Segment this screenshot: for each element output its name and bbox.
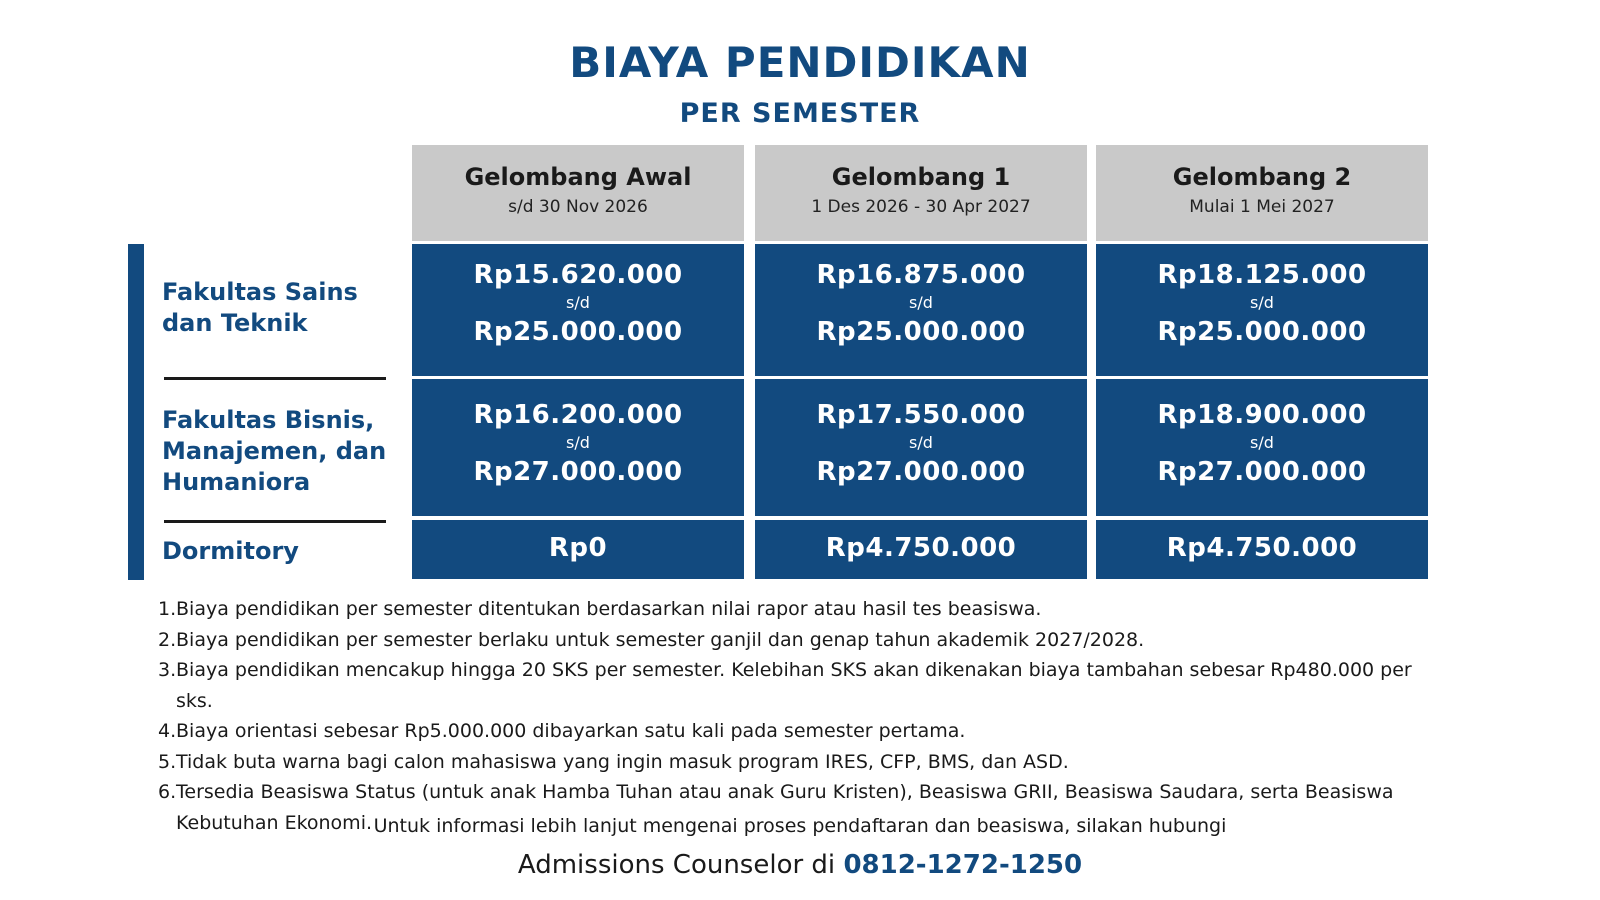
wave-period: 1 Des 2026 - 30 Apr 2027 <box>811 197 1031 217</box>
note-number: 4. <box>158 720 177 742</box>
row-label-line: Manajemen, dan <box>162 437 387 465</box>
price-from: Rp18.125.000 <box>1157 260 1367 290</box>
wave-header-2 <box>1096 145 1428 241</box>
price-value: Rp4.750.000 <box>1166 533 1358 563</box>
price-separator: s/d <box>566 433 590 452</box>
note-number: 1. <box>158 598 177 620</box>
price-cell-sains-g1 <box>755 244 1087 376</box>
note-number: 2. <box>158 628 177 651</box>
note-item <box>158 655 1438 716</box>
price-value: Rp0 <box>548 533 608 563</box>
counselor-label: Admissions Counselor di <box>517 850 844 880</box>
row-label-line: Humaniora <box>162 468 311 496</box>
note-text: Tersedia Beasiswa Status (untuk anak Hamba Tuhan atau anak Guru Kristen), Beasiswa GRII, Beasiswa Saudara, serta Beasiswa Kebutuhan Ekonomi. <box>176 781 1394 834</box>
price-cell-sains-g2 <box>1096 244 1428 376</box>
note-text: Tidak buta warna bagi calon mahasiswa yang ingin masuk program IRES, CFP, BMS, dan ASD. <box>176 750 1069 773</box>
price-separator: s/d <box>1250 433 1274 452</box>
row-divider <box>164 377 386 380</box>
note-number: 3. <box>158 659 177 681</box>
row-label-line: Fakultas Sains <box>162 278 358 306</box>
price-from: Rp16.875.000 <box>816 260 1026 290</box>
wave-name: Gelombang 1 <box>831 163 1011 191</box>
price-to: Rp27.000.000 <box>473 457 683 487</box>
row-label-line: dan Teknik <box>162 309 308 337</box>
price-separator: s/d <box>909 293 933 312</box>
price-value: Rp4.750.000 <box>825 533 1017 563</box>
wave-period: Mulai 1 Mei 2027 <box>1189 197 1335 217</box>
wave-name: Gelombang Awal <box>464 163 692 191</box>
wave-name: Gelombang 2 <box>1172 163 1352 191</box>
notes-list <box>158 594 1438 838</box>
note-item <box>158 747 1438 778</box>
price-separator: s/d <box>1250 293 1274 312</box>
row-divider <box>164 520 386 523</box>
price-cell-dorm-awal <box>412 520 744 579</box>
price-from: Rp15.620.000 <box>473 260 683 290</box>
wave-period: s/d 30 Nov 2026 <box>508 197 648 217</box>
note-item <box>158 625 1438 656</box>
page-title: BIAYA PENDIDIKAN <box>569 38 1031 87</box>
wave-header-1 <box>755 145 1087 241</box>
price-cell-dorm-g1 <box>755 520 1087 579</box>
price-cell-dorm-g2 <box>1096 520 1428 579</box>
note-item <box>158 716 1438 747</box>
note-text: Biaya pendidikan mencakup hingga 20 SKS per semester. Kelebihan SKS akan dikenakan biaya tambahan sebesar Rp480.000 per sks. <box>176 659 1412 712</box>
price-from: Rp16.200.000 <box>473 400 683 430</box>
note-number: 5. <box>158 750 177 773</box>
note-number: 6. <box>158 781 177 803</box>
price-cell-sains-awal <box>412 244 744 376</box>
row-label-line: Fakultas Bisnis, <box>162 406 375 434</box>
price-cell-bisnis-g2 <box>1096 379 1428 516</box>
price-from: Rp18.900.000 <box>1157 400 1367 430</box>
wave-header-awal <box>412 145 744 241</box>
contact-info: Untuk informasi lebih lanjut mengenai proses pendaftaran dan beasiswa, silakan hubungi <box>373 815 1227 837</box>
price-cell-bisnis-awal <box>412 379 744 516</box>
price-to: Rp25.000.000 <box>816 317 1026 347</box>
price-from: Rp17.550.000 <box>816 400 1026 430</box>
price-to: Rp25.000.000 <box>1157 317 1367 347</box>
page-subtitle: PER SEMESTER <box>679 98 921 129</box>
note-text: Biaya pendidikan per semester ditentukan berdasarkan nilai rapor atau hasil tes beasiswa. <box>176 598 1042 620</box>
side-accent-bar <box>128 244 144 580</box>
counselor-line <box>0 850 1600 880</box>
price-to: Rp27.000.000 <box>816 457 1026 487</box>
row-label-dormitory <box>162 536 299 567</box>
note-item <box>158 594 1438 625</box>
row-label-sains-teknik <box>162 277 358 339</box>
price-to: Rp25.000.000 <box>473 317 683 347</box>
row-label-line: Dormitory <box>162 537 299 565</box>
note-text: Biaya pendidikan per semester berlaku untuk semester ganjil dan genap tahun akademik 2027/2028. <box>176 628 1145 651</box>
row-label-bisnis-humaniora <box>162 405 386 498</box>
note-text: Biaya orientasi sebesar Rp5.000.000 dibayarkan satu kali pada semester pertama. <box>176 720 966 742</box>
price-separator: s/d <box>566 293 590 312</box>
price-cell-bisnis-g1 <box>755 379 1087 516</box>
price-separator: s/d <box>909 433 933 452</box>
phone-number[interactable]: 0812-1272-1250 <box>843 850 1083 880</box>
price-to: Rp27.000.000 <box>1157 457 1367 487</box>
